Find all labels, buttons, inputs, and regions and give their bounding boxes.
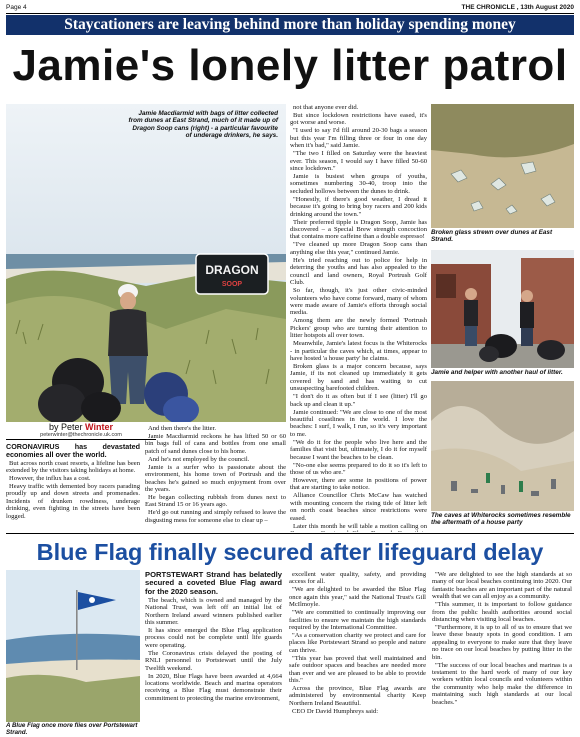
main-headline: Jamie's lonely litter patrol xyxy=(12,41,568,90)
page-number: Page 4 xyxy=(6,4,27,11)
article-paragraph: "Honestly, if there's good weather, I dread it because it's going to bring boy racers and 200 kids drinking around the town." xyxy=(290,195,427,218)
main-photo-caption: Jamie Macdiarmid with bags of litter collected from dunes at East Strand, much of it made up of Dragon Soop cans (right) - a particular favourite of underage drinkers, he says. xyxy=(128,110,278,140)
article-paragraph: "I don't do it as often but if I see (litter) I'll go back up and clean it up." xyxy=(290,393,427,408)
article-paragraph: Later this month he will table a motion calling on xyxy=(293,522,427,530)
byline-email: peterwinter@thechronicle.uk.com xyxy=(6,432,156,440)
article-paragraph: Meanwhile, Jamie's latest focus is the Whiterocks - in particular the caves which, at times, appear to have hosted 'a house party' he claims. xyxy=(290,340,427,362)
article-paragraph: And then there's the litter. xyxy=(148,425,217,432)
article-paragraph: However, there are some in positions of power that are starting to take notice. xyxy=(290,477,427,492)
byline xyxy=(6,422,156,442)
page-masthead xyxy=(6,2,574,14)
article-paragraph: Jamie is busiest when groups of youths, sometimes numbering 30-40, troop into the secluded hollows between the dunes to drink. xyxy=(290,173,427,195)
story1-column-3 xyxy=(290,104,427,532)
article-paragraph: Their preferred tipple is Dragon Soop, Jamie has discovered – a Special Brew strength concoction that contains more caffeine than a double espresso! xyxy=(290,218,427,241)
whiterocks-caves-caption: The caves at Whiterocks sometimes resemble the aftermath of a house party xyxy=(431,512,571,527)
story1-column-1 xyxy=(6,443,140,531)
article-paragraph: "No-one else seems prepared to do it so it's left to those of us who are." xyxy=(290,461,427,476)
article-paragraph: CORONAVIRUS has devastated economies all over the world. xyxy=(6,443,140,459)
article-paragraph: Alliance Councillor Chris McCaw has watched with mounting concern the rising tide of litter left on north coast beaches since restrictions were eased. xyxy=(290,492,427,522)
article-paragraph: "I used to say I'd fill around 20-30 bags a season but this year I'm filling three or four in one day when it's bad," said Jamie. xyxy=(290,127,427,150)
main-photo xyxy=(6,104,286,422)
article-paragraph: Jamie continued: "We are close to one of the most beautiful coastlines in the world. I love the beaches: I surf, I walk, I run, so it's very important to me. xyxy=(290,408,427,438)
story2-column-1 xyxy=(145,571,282,731)
article-paragraph: "I've cleaned up more Dragon Soop cans than anything else this year," continued Jamie. xyxy=(290,241,427,256)
article-paragraph: "This summer, it is important to follow guidance from the public health authorities around social distancing when visiting local beaches. xyxy=(432,601,572,624)
story2-column-3 xyxy=(432,571,572,731)
article-paragraph: excellent water quality, safety, and providing access for all. xyxy=(289,571,426,586)
strapline-banner: Staycationers are leaving behind more than holiday spending money xyxy=(6,15,574,35)
section-divider xyxy=(6,533,574,534)
article-paragraph: not that anyone ever did. xyxy=(293,104,359,111)
second-headline: Blue Flag finally secured after lifeguard delay xyxy=(36,539,544,565)
article-paragraph: Broken glass is a major concern because, says Jamie, if its not cleaned up immediately it gets covered by sand and has waiting to cut unsuspecting barefooted children. xyxy=(290,362,427,393)
article-paragraph: "Furthermore, it is up to all of us to ensure that we leave these beauty spots in good condition. I am appealing to everyone to make sure that they leave no trace on our local beaches by putting litter in the bin. xyxy=(432,624,572,661)
article-paragraph: So far, though, it's just other civic-minded volunteers who have come forward, many of whom were made aware of Jamie's efforts through social media. xyxy=(290,287,427,317)
jamie-helper-caption: Jamie and helper with another haul of litter. xyxy=(431,369,563,376)
dunes-glass-photo xyxy=(431,104,574,228)
article-paragraph: And he's not employed by the council. xyxy=(148,455,250,463)
article-paragraph: In 2020, Blue Flags have been awarded at 4,664 locations worldwide. Beach and marina operators receiving a Blue Flag must demonstrate their commitment to protecting the marine environment, xyxy=(145,672,282,702)
article-paragraph: Across the province, Blue Flag awards are administered by environmental charity Keep Northern Ireland Beautiful. xyxy=(289,685,426,707)
svg-text:DRAGON: DRAGON xyxy=(205,263,259,277)
article-paragraph: "We are committed to continually improving our facilities to ensure we maintain the high standards required by the International Committee. xyxy=(289,609,426,632)
article-paragraph: He began collecting rubbish from dunes next to East Strand 15 or 16 years ago. xyxy=(145,494,286,509)
story1-column-2 xyxy=(145,425,286,529)
article-paragraph: However, the influx has a cost. xyxy=(9,475,91,482)
article-paragraph: But since lockdown restrictions have eased, it's got worse and worse. xyxy=(290,112,427,127)
article-paragraph: Jamie is a surfer who is passionate about the environment, his home town of Portrush and the beaches he's gained so much enjoyment from over the years. xyxy=(145,463,286,494)
article-paragraph: "We do it for the people who live here and the families that visit but, ultimately, I do it for myself because I want the beaches to be clean. xyxy=(290,438,427,461)
blue-flag-caption: A Blue Flag once more flies over Portstewart Strand. xyxy=(6,722,138,736)
byline-name: by Peter Winter xyxy=(49,422,113,432)
article-paragraph: "The two I filled on Saturday were the heaviest ever. This season, I would say I have filled 50-60 since lockdown." xyxy=(290,150,427,173)
article-paragraph: "We are delighted to be awarded the Blue Flag once again this year," said the National Trust's Gill McIlmoyle. xyxy=(289,586,426,609)
jamie-helper-photo xyxy=(431,250,574,368)
paper-date: THE CHRONICLE , 13th August 2020 xyxy=(461,4,574,11)
article-paragraph: The beach, which is owned and managed by the National Trust, was left off an initial list of Northern Ireland award winners published earlier this summer. xyxy=(145,596,282,627)
article-paragraph: CEO Dr David Humphreys said: xyxy=(292,707,379,715)
story2-column-2 xyxy=(289,571,426,731)
article-paragraph: Among them are the newly formed 'Portrush Pickers' group who are turning their attention to litter hotspots all over town. xyxy=(290,317,427,340)
article-paragraph: Heavy traffic with demented boy racers parading proudly up and down streets and promenades. Incidents of drunken rowdiness, underage drinking, even fighting in the streets have been logged. xyxy=(6,483,140,520)
article-paragraph: "The success of our local beaches and marinas is a testament to the hard work of many of our key workers within local councils and volunteers within the community who help make the difference in maintaining such high standards at our local beaches." xyxy=(432,661,572,706)
article-paragraph: But across north coast resorts, a lifeline has been extended by the visitors taking holidays at home. xyxy=(6,459,140,474)
article-paragraph: He's tried reaching out to police for help in deterring the youths and has also appealed to the council and land owners, Royal Portrush Golf Club. xyxy=(290,256,427,287)
dunes-glass-caption: Broken glass strewn over dunes at East Strand. xyxy=(431,229,553,244)
whiterocks-caves-photo xyxy=(431,381,574,511)
article-paragraph: "This year has proved that well maintained and safe outdoor spaces and beaches are needed more than ever and we are pleased to be able to provide this." xyxy=(289,654,426,685)
svg-text:SOOP: SOOP xyxy=(221,281,243,288)
article-paragraph: He'd go out running and simply refused to leave the disgusting mess for someone else to clear up – xyxy=(145,509,286,524)
article-paragraph: "We are delighted to see the high standards at so many of our local beaches continuing into 2020. Our fantastic beaches are an important part of the natural wealth that we can all enjoy as a community. xyxy=(432,571,572,601)
article-paragraph: The Coronavirus crisis delayed the posting of RNLI personnel to Portstewart until the July Twelfth weekend. xyxy=(145,649,282,672)
article-paragraph: "As a conservation charity we protect and care for places like Portstewart Strand so people and nature can thrive. xyxy=(289,632,426,654)
article-paragraph: It has since emerged the Blue Flag application process could not be complete until life guards were operating. xyxy=(145,627,282,649)
article-paragraph: Jamie Macdiarmid reckons he has lifted 50 or 60 bin bags full of cans and bottles from one small patch of sand dunes close to his home. xyxy=(145,433,286,455)
dragon-soop-can-inset xyxy=(196,254,268,294)
article-paragraph: PORTSTEWART Strand has belatedly secured a coveted Blue Flag award for the 2020 season. xyxy=(145,571,282,596)
blue-flag-photo xyxy=(6,570,140,722)
